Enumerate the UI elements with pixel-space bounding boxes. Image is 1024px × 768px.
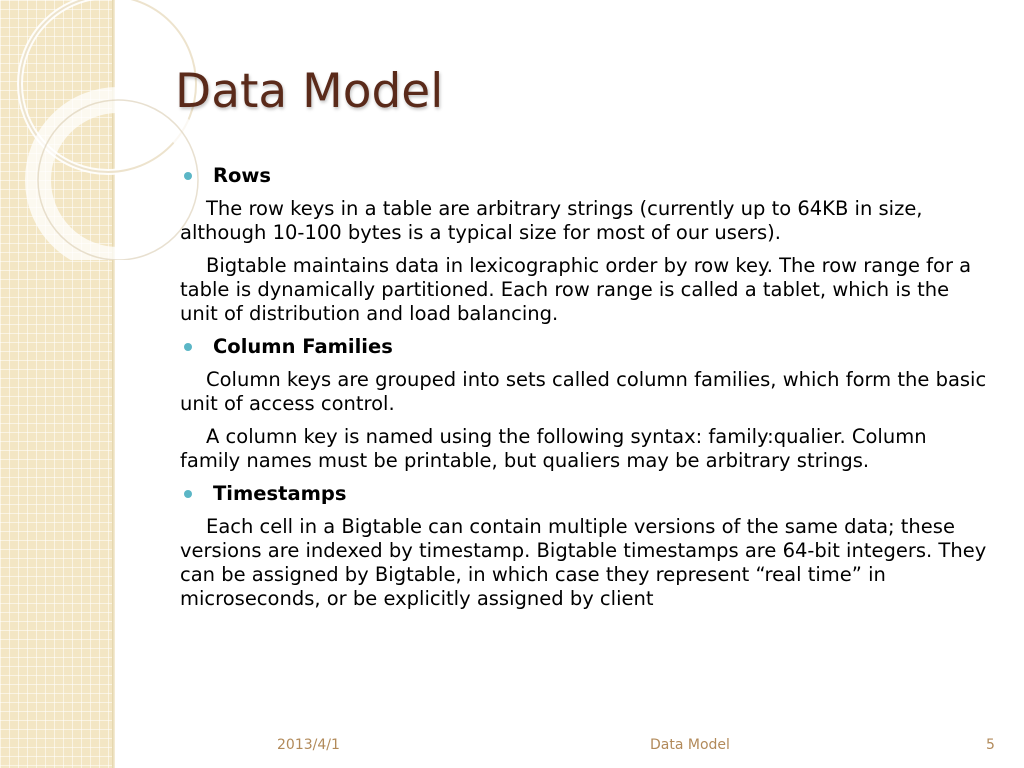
decorative-circles xyxy=(0,0,200,260)
footer-date: 2013/4/1 xyxy=(277,737,340,753)
bullet-timestamps xyxy=(180,482,990,506)
paragraph: Bigtable maintains data in lexicographic order by row key. The row range for a table is dynamically partitioned. Each row range is called a tablet, which is the unit of distribution and load balancing. xyxy=(180,254,972,325)
bullet-dot-icon xyxy=(184,343,192,351)
bullet-dot-icon xyxy=(184,172,192,180)
bullet-column-families xyxy=(180,335,990,359)
paragraph: A column key is named using the following syntax: family:qualier. Column family names must be printable, but qualiers may be arbitrary strings. xyxy=(180,425,927,472)
bullet-heading: Rows xyxy=(213,164,272,187)
slide-title: Data Model xyxy=(175,64,444,119)
footer-page-number: 5 xyxy=(986,737,995,753)
paragraph: Column keys are grouped into sets called column families, which form the basic unit of access control. xyxy=(180,368,987,415)
bullet-heading: Column Families xyxy=(213,335,393,358)
bullet-dot-icon xyxy=(184,490,192,498)
slide-body xyxy=(180,164,990,620)
footer-title: Data Model xyxy=(650,737,730,753)
bullet-heading: Timestamps xyxy=(213,482,347,505)
bullet-rows xyxy=(180,164,990,188)
paragraph: Each cell in a Bigtable can contain multiple versions of the same data; these versions are indexed by timestamp. Bigtable timestamps are 64-bit integers. They can be assigned by Bigtable, in which case they represent “real time” in microseconds, or be explicitly assigned by client xyxy=(180,515,987,610)
paragraph: The row keys in a table are arbitrary strings (currently up to 64KB in size, although 10-100 bytes is a typical size for most of our users). xyxy=(180,197,923,244)
